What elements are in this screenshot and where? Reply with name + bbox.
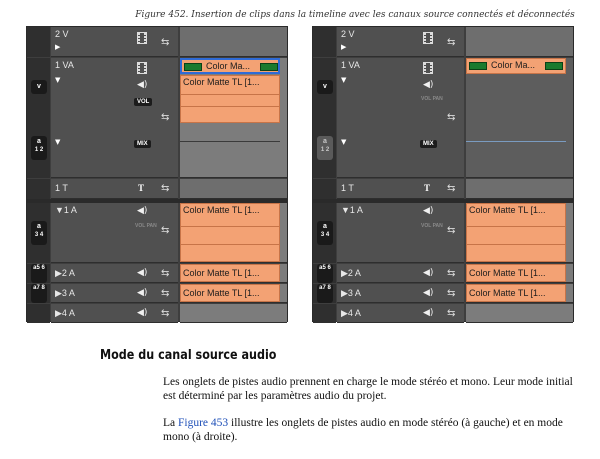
speaker-icon[interactable]: ◀) [137, 268, 148, 278]
figure-453-link[interactable]: Figure 453 [178, 417, 229, 429]
title-track-icon[interactable]: T [424, 183, 431, 193]
track-name: ▶3 A [55, 288, 75, 298]
expand-triangle-icon[interactable]: ▶ [341, 288, 348, 298]
sync-lock-icon[interactable]: ⇆ [161, 37, 170, 48]
source-tab-v[interactable]: v [317, 80, 333, 94]
track-area-1a[interactable] [180, 203, 287, 263]
source-tab-a78[interactable]: a7 8 [317, 284, 333, 303]
clip-thumbnail [545, 62, 563, 70]
track-area-2a[interactable] [466, 264, 573, 283]
speaker-icon[interactable]: ◀) [137, 308, 148, 318]
track-name: ▶4 A [55, 308, 75, 318]
track-header-1t[interactable] [337, 179, 464, 199]
timeline-panel-disconnected [312, 26, 574, 322]
track-area-1t[interactable] [180, 179, 287, 199]
track-name: 2 V [341, 29, 355, 39]
speaker-icon[interactable]: ◀) [423, 308, 434, 318]
audio-clip-color-matte[interactable]: Color Matte TL [1... [466, 203, 566, 262]
sync-lock-icon[interactable]: ⇆ [447, 308, 456, 319]
track-name: 1 T [341, 183, 354, 193]
sync-lock-icon[interactable]: ⇆ [161, 268, 170, 279]
title-track-icon[interactable]: T [138, 183, 145, 193]
sync-lock-icon[interactable]: ⇆ [161, 288, 170, 299]
track-name: ▼1 A [341, 205, 363, 215]
expand-triangle-icon[interactable]: ▶ [341, 43, 347, 51]
track-header-3a[interactable] [337, 284, 464, 303]
track-name: ▶4 A [341, 308, 361, 318]
speaker-icon[interactable]: ◀) [423, 268, 434, 278]
track-header-1t[interactable] [51, 179, 178, 199]
film-icon[interactable] [423, 32, 433, 44]
track-row-2v [27, 27, 287, 57]
speaker-icon[interactable]: ◀) [137, 80, 148, 90]
track-header-4a[interactable] [51, 304, 178, 323]
film-icon[interactable] [137, 32, 147, 44]
speaker-icon[interactable]: ◀) [137, 206, 148, 216]
source-tab-a12[interactable]: a 1 2 [317, 136, 333, 160]
track-row-1t [313, 179, 573, 199]
speaker-icon[interactable]: ◀) [423, 288, 434, 298]
source-tab-a12[interactable]: a 1 2 [31, 136, 47, 160]
expand-triangle-icon[interactable]: ▶ [341, 308, 348, 318]
film-icon[interactable] [137, 62, 147, 74]
track-header-4a[interactable] [337, 304, 464, 323]
sync-lock-icon[interactable]: ⇆ [447, 288, 456, 299]
audio-clip-color-matte[interactable]: Color Matte TL [1... [466, 264, 566, 282]
track-name: ▶2 A [341, 268, 361, 278]
sync-lock-icon[interactable]: ⇆ [161, 183, 170, 194]
track-name: 2 V [55, 29, 69, 39]
track-header-2v[interactable] [337, 27, 464, 57]
source-tab-a34[interactable]: a 3 4 [317, 221, 333, 245]
collapse-triangle-icon[interactable]: ▼ [341, 76, 347, 84]
collapse-triangle-icon[interactable]: ▼ [341, 205, 350, 215]
collapse-triangle-icon[interactable]: ▼ [341, 138, 347, 146]
speaker-icon[interactable]: ◀) [423, 80, 434, 90]
track-area-1a[interactable] [466, 203, 573, 263]
track-header-1a[interactable] [337, 203, 464, 263]
sync-lock-icon[interactable]: ⇆ [447, 225, 456, 236]
track-area-4a[interactable] [466, 304, 573, 323]
sync-lock-icon[interactable]: ⇆ [161, 112, 170, 123]
figure-caption: Figure 452. Insertion de clips dans la timeline avec les canaux source connectés et déconnectés [135, 10, 575, 20]
sync-lock-icon[interactable]: ⇆ [447, 112, 456, 123]
clip-thumbnail [184, 63, 202, 71]
expand-triangle-icon[interactable]: ▶ [55, 308, 62, 318]
track-row-3a [313, 284, 573, 303]
vol-pan-label: VOL PAN [135, 223, 157, 229]
audio-clip-color-matte[interactable]: Color Matte TL [1... [180, 264, 280, 282]
film-icon[interactable] [423, 62, 433, 74]
sync-lock-icon[interactable]: ⇆ [161, 225, 170, 236]
sync-lock-icon[interactable]: ⇆ [447, 183, 456, 194]
collapse-triangle-icon[interactable]: ▼ [55, 76, 61, 84]
source-tab-a34[interactable]: a 3 4 [31, 221, 47, 245]
track-area-2a[interactable] [180, 264, 287, 283]
expand-triangle-icon[interactable]: ▶ [55, 268, 62, 278]
track-row-1va [313, 58, 573, 178]
audio-clip-color-matte[interactable]: Color Matte TL [1... [180, 203, 280, 262]
collapse-triangle-icon[interactable]: ▼ [55, 205, 64, 215]
track-area-2v[interactable] [180, 27, 287, 57]
sync-lock-icon[interactable]: ⇆ [447, 37, 456, 48]
paragraph-2: La Figure 453 illustre les onglets de pistes audio en mode stéréo (à gauche) et en mode mono (à droite). [163, 417, 563, 443]
expand-triangle-icon[interactable]: ▶ [55, 43, 61, 51]
track-header-3a[interactable] [51, 284, 178, 303]
mix-badge[interactable]: MIX [420, 140, 437, 148]
vol-pan-label: VOL PAN [421, 223, 443, 229]
track-name: ▼1 A [55, 205, 77, 215]
track-name: 1 VA [341, 60, 360, 70]
track-header-1a[interactable] [51, 203, 178, 263]
audio-clip-color-matte[interactable]: Color Matte TL [1... [180, 75, 280, 123]
track-row-3a [27, 284, 287, 303]
track-area-4a[interactable] [180, 304, 287, 323]
track-row-4a [27, 304, 287, 323]
video-clip-color-matte[interactable]: Color Ma... [180, 58, 280, 74]
speaker-icon[interactable]: ◀) [137, 288, 148, 298]
clip-thumbnail [469, 62, 487, 70]
source-tab-a56[interactable]: a5 6 [31, 264, 47, 283]
track-row-1a [313, 203, 573, 263]
vol-pan-label: VOL PAN [421, 96, 443, 102]
track-row-2a [27, 264, 287, 283]
audio-clip-color-matte[interactable]: Color Matte TL [1... [180, 284, 280, 302]
audio-clip-color-matte[interactable]: Color Matte TL [1... [466, 284, 566, 302]
section-heading: Mode du canal source audio [100, 348, 277, 363]
track-row-2v [313, 27, 573, 57]
vol-badge[interactable]: VOL [134, 98, 152, 106]
sync-lock-icon[interactable]: ⇆ [447, 268, 456, 279]
track-header-1va[interactable] [337, 58, 464, 178]
track-area-3a[interactable] [180, 284, 287, 303]
expand-triangle-icon[interactable]: ▶ [55, 288, 62, 298]
paragraph-1: Les onglets de pistes audio prennent en charge le mode stéréo et mono. Leur mode initial est déterminé par les paramètres audio du projet. [163, 376, 573, 402]
track-row-2a [313, 264, 573, 283]
track-name: 1 VA [55, 60, 74, 70]
mix-badge[interactable]: MIX [134, 140, 151, 148]
track-area-1va[interactable] [466, 58, 573, 178]
expand-triangle-icon[interactable]: ▶ [341, 268, 348, 278]
track-row-4a [313, 304, 573, 323]
track-area-3a[interactable] [466, 284, 573, 303]
clip-thumbnail [260, 63, 278, 71]
track-header-2a[interactable] [51, 264, 178, 283]
collapse-triangle-icon[interactable]: ▼ [55, 138, 61, 146]
track-header-2v[interactable] [51, 27, 178, 57]
source-tab-a78[interactable]: a7 8 [31, 284, 47, 303]
track-header-2a[interactable] [337, 264, 464, 283]
track-name: ▶2 A [55, 268, 75, 278]
timeline-panel-connected [26, 26, 288, 322]
track-row-1a [27, 203, 287, 263]
track-row-1t [27, 179, 287, 199]
track-header-1va[interactable] [51, 58, 178, 178]
source-tab-a56[interactable]: a5 6 [317, 264, 333, 283]
track-area-1t[interactable] [466, 179, 573, 199]
track-area-1va[interactable] [180, 58, 287, 178]
video-clip-color-matte[interactable]: Color Ma... [466, 58, 566, 74]
source-tab-v[interactable]: v [31, 80, 47, 94]
sync-lock-icon[interactable]: ⇆ [161, 308, 170, 319]
track-area-2v[interactable] [466, 27, 573, 57]
track-name: 1 T [55, 183, 68, 193]
track-row-1va [27, 58, 287, 178]
speaker-icon[interactable]: ◀) [423, 206, 434, 216]
track-name: ▶3 A [341, 288, 361, 298]
